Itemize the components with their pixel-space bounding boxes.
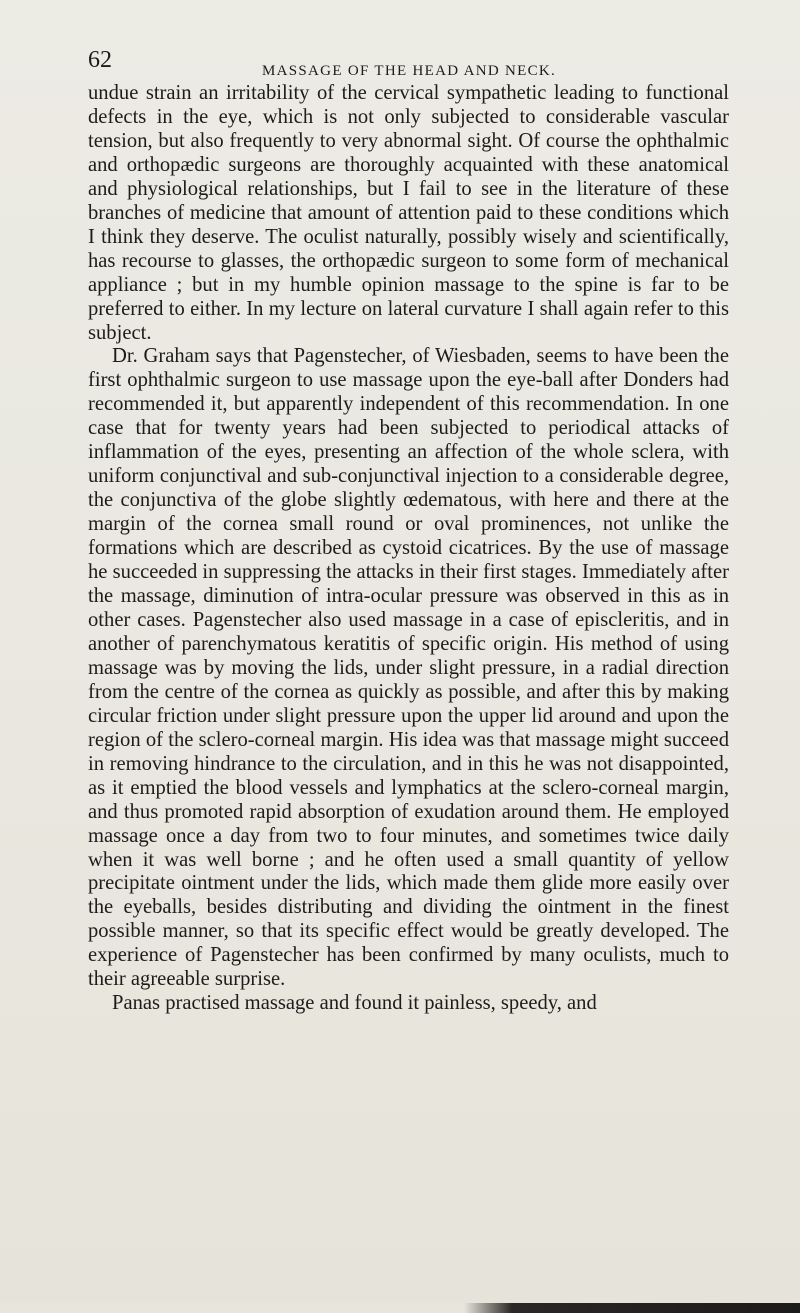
- body-text: [88, 82, 729, 1016]
- page-bottom-edge: [0, 1303, 800, 1313]
- running-head: MASSAGE OF THE HEAD AND NECK.: [262, 63, 557, 79]
- paragraph: undue strain an irritability of the cervical sympathetic leading to functional defects in the eye, which is not only subjected to considerable vascular tension, but also frequently to very abnormal sight. Of course the ophthalmic and orthopædic surgeons are thoroughly acquainted with these anatomical and physiological relationships, but I fail to see in the literature of these branches of medicine that amount of attention paid to these conditions which I think they deserve. The oculist naturally, possibly wisely and scientifically, has recourse to glasses, the orthopædic surgeon to some form of mechanical appliance ; but in my humble opinion massage to the spine is far to be preferred to either. In my lecture on lateral curvature I shall again refer to this subject.: [88, 82, 729, 344]
- page-number: 62: [88, 47, 112, 73]
- paragraph: Panas practised massage and found it painless, speedy, and: [112, 992, 597, 1015]
- paragraph: Dr. Graham says that Pagenstecher, of Wiesbaden, seems to have been the first ophthalmic surgeon to use massage upon the eye-ball after Donders had recommended it, but apparently independent of this recommendation. In one case that for twenty years had been subjected to periodical attacks of inflammation of the eyes, presenting an affection of the whole sclera, with uniform conjunctival and sub-conjunctival injection to a considerable degree, the conjunctiva of the globe slightly œdematous, with here and there at the margin of the cornea small round or oval prominences, not unlike the formations which are described as cystoid cicatrices. By the use of massage he succeeded in suppressing the attacks in their first stages. Immediately after the massage, diminution of intra-ocular pressure was observed in this as in other cases. Pagenstecher also used massage in a case of episcleritis, and in another of parenchymatous keratitis of specific origin. His method of using massage was by moving the lids, under slight pressure, in a radial direction from the centre of the cornea as quickly as possible, and after this by making circular friction under slight pressure upon the upper lid around and upon the region of the sclero-corneal margin. His idea was that massage might succeed in removing hindrance to the circulation, and in this he was not disappointed, as it emptied the blood vessels and lymphatics at the sclero-corneal margin, and thus promoted rapid absorption of exudation around them. He employed massage once a day from two to four minutes, and sometimes twice daily when it was well borne ; and he often used a small quantity of yellow precipitate ointment under the lids, which made them glide more easily over the eyeballs, besides distributing and dividing the ointment in the finest possible manner, so that its specific effect would be greatly developed. The experience of Pagenstecher has been confirmed by many oculists, much to their agreeable surprise.: [88, 345, 729, 991]
- page-header: [88, 48, 728, 78]
